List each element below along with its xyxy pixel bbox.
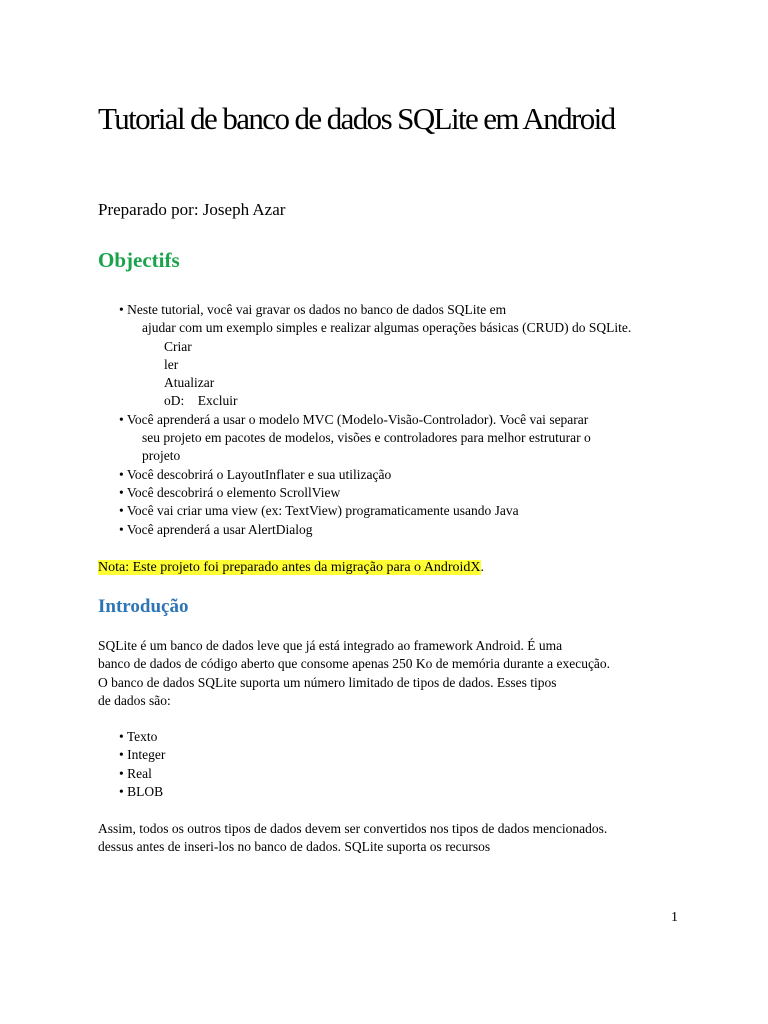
list-item-integer: • Integer	[119, 747, 166, 763]
crud-item-update: Atualizar	[164, 375, 215, 391]
list-item: • Neste tutorial, você vai gravar os dados no banco de dados SQLite em	[119, 302, 507, 317]
list-item: • Você aprenderá a usar o modelo MVC (Modelo-Visão-Controlador). Você vai separar	[119, 411, 589, 427]
author-line: Preparado por: Joseph Azar	[98, 200, 286, 219]
paragraph-line: O banco de dados SQLite suporta um número limitado de tipos de dados. Esses tipos	[98, 674, 557, 690]
list-item-blob: • BLOB	[119, 783, 164, 799]
list-item: • Você aprenderá a usar AlertDialog	[119, 521, 313, 537]
paragraph-line: SQLite é um banco de dados leve que já está integrado ao framework Android. É uma	[98, 638, 563, 653]
crud-item-create: Criar	[164, 338, 192, 354]
paragraph-line: Assim, todos os outros tipos de dados devem ser convertidos nos tipos de dados mencionados.	[98, 821, 608, 836]
closing-paragraph	[98, 820, 607, 857]
document-title: Tutorial de banco de dados SQLite em Android	[98, 101, 615, 136]
crud-item-read: ler	[164, 356, 179, 372]
list-item: • Você vai criar uma view (ex: TextView) programaticamente usando Java	[119, 503, 519, 519]
note-suffix: .	[480, 560, 485, 575]
objectives-list	[98, 301, 631, 539]
intro-paragraph	[98, 637, 610, 710]
paragraph-line: dessus antes de inseri-los no banco de dados. SQLite suporta os recursos	[98, 839, 491, 855]
paragraph-line: banco de dados de código aberto que consome apenas 250 Ko de memória durante a execução.	[98, 656, 611, 672]
crud-item-delete: oD: Excluir	[164, 393, 238, 409]
list-item: • Você descobrirá o elemento ScrollView	[119, 484, 341, 500]
list-item: • Você descobrirá o LayoutInflater e sua utilização	[119, 466, 392, 482]
intro-heading: Introdução	[98, 596, 189, 617]
highlighted-note: Nota: Este projeto foi preparado antes da migração para o AndroidX	[98, 560, 481, 575]
list-item-texto: • Texto	[119, 729, 158, 744]
list-item-continuation: projeto	[142, 448, 181, 464]
list-item-continuation: seu projeto em pacotes de modelos, visões e controladores para melhor estruturar o	[142, 430, 591, 446]
paragraph-line: de dados são:	[98, 692, 171, 708]
list-item-real: • Real	[119, 765, 152, 781]
list-item-continuation: ajudar com um exemplo simples e realizar algumas operações básicas (CRUD) do SQLite.	[142, 320, 632, 336]
objectives-heading: Objectifs	[98, 248, 180, 272]
page-number: 1	[671, 910, 678, 925]
data-types-list	[98, 728, 165, 801]
note-line	[98, 558, 484, 578]
